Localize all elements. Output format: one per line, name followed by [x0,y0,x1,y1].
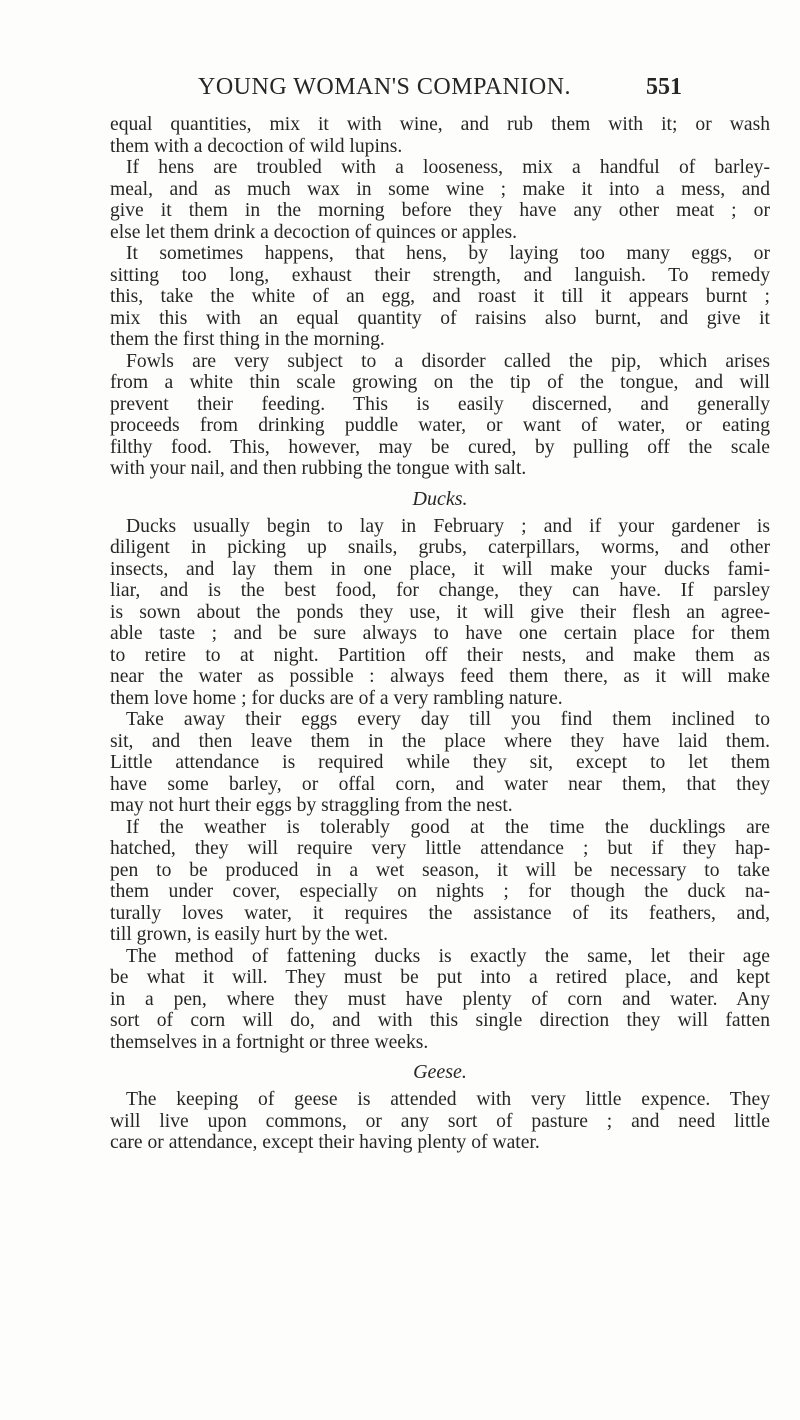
text-line: till grown, is easily hurt by the wet. [110,924,389,945]
text-line: them under cover, especially on nights ; for though the duck na- [110,881,770,902]
text-line: equal quantities, mix it with wine, and rub them with it; or wash [110,114,770,135]
text-line: themselves in a fortnight or three weeks. [110,1031,429,1053]
text-line: else let them drink a decoction of quinces or apples. [110,221,517,243]
text-line: sit, and then leave them in the place where they have laid them. [110,730,770,752]
text-line: Take away their eggs every day till you find them inclined to [126,709,770,730]
text-line: mix this with an equal quantity of raisins also burnt, and give it [110,307,770,329]
text-line: hatched, they will require very little attendance ; but if they hap- [110,838,770,859]
section-heading: Geese. [413,1061,467,1083]
text-line: will live upon commons, or any sort of pasture ; and need little [110,1110,770,1132]
text-line: near the water as possible : always feed them there, as it will make [110,666,770,687]
text-line: be what it will. They must be put into a retired place, and kept [110,967,770,988]
text-line: proceeds from drinking puddle water, or want of water, or eating [110,415,770,436]
text-line: to retire to at night. Partition off their nests, and make them as [110,644,770,666]
text-line: Fowls are very subject to a disorder called the pip, which arises [126,350,770,372]
text-line: able taste ; and be sure always to have one certain place for them [110,623,770,644]
text-line: Little attendance is required while they sit, except to let them [110,752,770,773]
text-line: may not hurt their eggs by straggling from the nest. [110,795,513,816]
text-line: them love home ; for ducks are of a very rambling nature. [110,687,563,709]
text-line: is sown about the ponds they use, it will give their flesh an agree- [110,601,770,623]
text-line: from a white thin scale growing on the tip of the tongue, and will [110,372,770,393]
text-line: give it them in the morning before they have any other meat ; or [110,200,770,221]
section-heading: Ducks. [412,487,468,510]
page-number: 551 [646,74,682,100]
running-title: YOUNG WOMAN'S COMPANION. [198,74,572,100]
text-line: prevent their feeding. This is easily discerned, and generally [110,393,770,415]
text-line: them with a decoction of wild lupins. [110,135,403,157]
text-line: If hens are troubled with a looseness, mix a handful of barley- [126,157,770,178]
body-text [110,114,770,1154]
text-line: liar, and is the best food, for change, they can have. If parsley [110,580,770,601]
text-line: with your nail, and then rubbing the tongue with salt. [110,458,527,479]
text-line: filthy food. This, however, may be cured, by pulling off the scale [110,436,770,458]
text-line: turally loves water, it requires the assistance of its feathers, and, [110,902,770,924]
text-line: If the weather is tolerably good at the time the ducklings are [126,816,770,838]
text-line: in a pen, where they must have plenty of corn and water. Any [110,988,770,1010]
text-line: pen to be produced in a wet season, it will be necessary to take [110,859,770,881]
text-line: The keeping of geese is attended with very little expence. They [126,1089,770,1110]
text-line: care or attendance, except their having plenty of water. [110,1132,540,1153]
text-line: this, take the white of an egg, and roast it till it appears burnt ; [110,286,770,307]
text-line: meal, and as much wax in some wine ; make it into a mess, and [110,178,770,200]
text-line: It sometimes happens, that hens, by laying too many eggs, or [126,243,770,264]
text-line: sitting too long, exhaust their strength, and languish. To remedy [110,264,770,286]
text-line: Ducks usually begin to lay in February ; and if your gardener is [126,515,770,537]
running-head [198,74,798,106]
text-line: have some barley, or offal corn, and water near them, that they [110,773,770,795]
text-line: sort of corn will do, and with this single direction they will fatten [110,1010,770,1031]
text-line: them the first thing in the morning. [110,329,385,350]
text-line: The method of fattening ducks is exactly the same, let their age [126,945,770,967]
text-line: insects, and lay them in one place, it will make your ducks fami- [110,558,770,580]
text-line: diligent in picking up snails, grubs, caterpillars, worms, and other [110,537,770,558]
